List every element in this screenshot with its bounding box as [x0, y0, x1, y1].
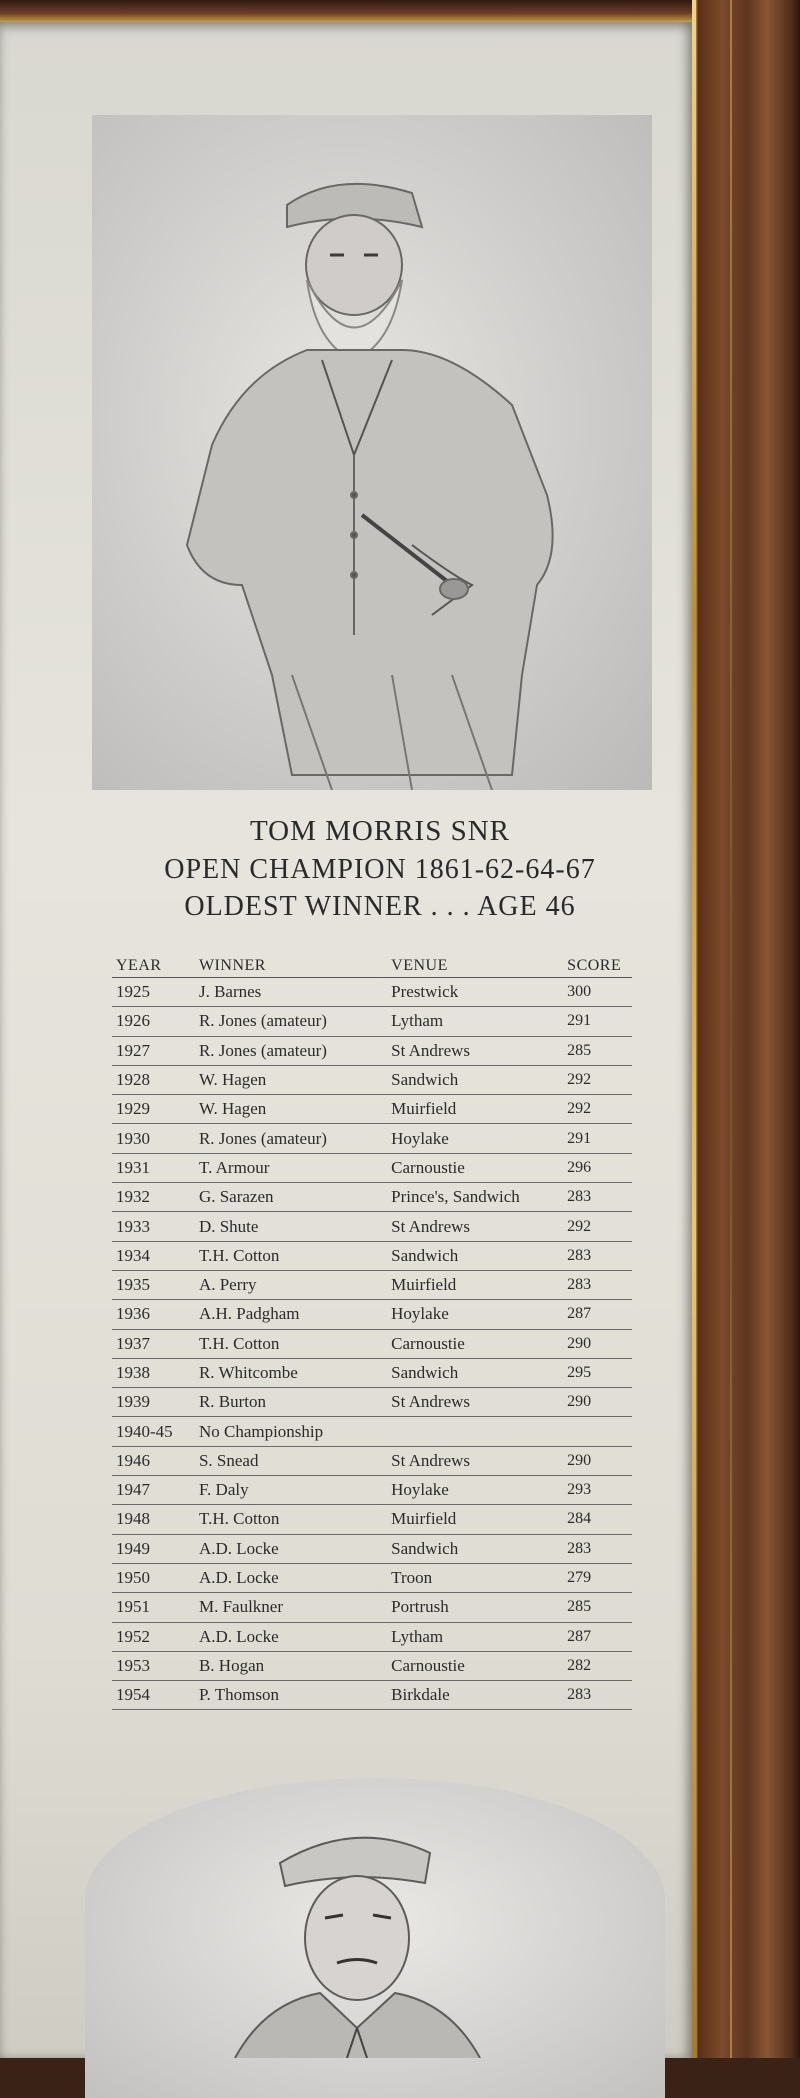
score-cell: 283 — [563, 1681, 632, 1710]
winner-cell: A.D. Locke — [195, 1534, 387, 1563]
champion-name: TOM MORRIS SNR — [249, 815, 511, 847]
score-cell: 291 — [563, 1124, 632, 1153]
table-row — [112, 1505, 632, 1534]
year-cell: 1947 — [112, 1476, 195, 1505]
table-row — [112, 1124, 632, 1153]
venue-cell: Sandwich — [387, 1358, 563, 1387]
year-cell: 1940-45 — [112, 1417, 195, 1446]
year-cell: 1951 — [112, 1593, 195, 1622]
year-cell: 1946 — [112, 1446, 195, 1475]
tom-morris-portrait — [92, 115, 652, 790]
table-row — [112, 1417, 632, 1446]
venue-cell: Carnoustie — [387, 1329, 563, 1358]
year-cell: 1933 — [112, 1212, 195, 1241]
venue-cell: Birkdale — [387, 1681, 563, 1710]
score-cell: 283 — [563, 1241, 632, 1270]
table-header-row — [112, 949, 632, 978]
winner-cell: No Championship — [195, 1417, 387, 1446]
venue-cell: St Andrews — [387, 1036, 563, 1065]
winner-cell: R. Jones (amateur) — [195, 1036, 387, 1065]
winner-cell: A.H. Padgham — [195, 1300, 387, 1329]
venue-cell: Sandwich — [387, 1065, 563, 1094]
mat-board — [0, 22, 692, 2058]
venue-cell: Carnoustie — [387, 1153, 563, 1182]
score-cell: 291 — [563, 1007, 632, 1036]
score-cell: 283 — [563, 1534, 632, 1563]
table-row — [112, 1007, 632, 1036]
score-cell: 287 — [563, 1622, 632, 1651]
venue-cell: Prince's, Sandwich — [387, 1183, 563, 1212]
table-row — [112, 1270, 632, 1299]
venue-cell: St Andrews — [387, 1388, 563, 1417]
winner-cell: J. Barnes — [195, 978, 387, 1007]
winner-cell: W. Hagen — [195, 1095, 387, 1124]
venue-cell: Lytham — [387, 1622, 563, 1651]
year-cell: 1934 — [112, 1241, 195, 1270]
venue-cell: Sandwich — [387, 1241, 563, 1270]
venue-cell: Hoylake — [387, 1476, 563, 1505]
venue-cell: Muirfield — [387, 1095, 563, 1124]
winner-cell: T.H. Cotton — [195, 1241, 387, 1270]
year-cell: 1950 — [112, 1563, 195, 1592]
score-cell: 284 — [563, 1505, 632, 1534]
score-cell: 290 — [563, 1446, 632, 1475]
score-cell: 290 — [563, 1388, 632, 1417]
year-cell: 1952 — [112, 1622, 195, 1651]
score-cell: 296 — [563, 1153, 632, 1182]
year-cell: 1948 — [112, 1505, 195, 1534]
table-row — [112, 1622, 632, 1651]
table-row — [112, 1183, 632, 1212]
table-row — [112, 1681, 632, 1710]
year-cell: 1949 — [112, 1534, 195, 1563]
winner-cell: A.D. Locke — [195, 1563, 387, 1592]
year-cell: 1932 — [112, 1183, 195, 1212]
score-cell: 290 — [563, 1329, 632, 1358]
year-cell: 1939 — [112, 1388, 195, 1417]
venue-cell: Portrush — [387, 1593, 563, 1622]
year-cell: 1929 — [112, 1095, 195, 1124]
table-row — [112, 1329, 632, 1358]
frame-top-edge — [0, 0, 720, 22]
table-row — [112, 1388, 632, 1417]
year-cell: 1928 — [112, 1065, 195, 1094]
gilt-trim — [692, 0, 696, 2058]
score-cell: 283 — [563, 1270, 632, 1299]
score-cell: 292 — [563, 1095, 632, 1124]
year-cell: 1938 — [112, 1358, 195, 1387]
table-row — [112, 1065, 632, 1094]
year-cell: 1936 — [112, 1300, 195, 1329]
header-winner: WINNER — [195, 949, 387, 978]
score-cell: 300 — [563, 978, 632, 1007]
header-score: SCORE — [563, 949, 632, 978]
year-cell: 1927 — [112, 1036, 195, 1065]
winner-cell: R. Jones (amateur) — [195, 1007, 387, 1036]
winner-cell: W. Hagen — [195, 1065, 387, 1094]
winner-cell: F. Daly — [195, 1476, 387, 1505]
score-cell: 292 — [563, 1065, 632, 1094]
score-cell: 283 — [563, 1183, 632, 1212]
score-cell: 279 — [563, 1563, 632, 1592]
venue-cell: Hoylake — [387, 1300, 563, 1329]
score-cell: 293 — [563, 1476, 632, 1505]
year-cell: 1954 — [112, 1681, 195, 1710]
year-cell: 1953 — [112, 1651, 195, 1680]
table-row — [112, 1095, 632, 1124]
frame-right-edge — [692, 0, 800, 2058]
venue-cell — [387, 1417, 563, 1446]
table-row — [112, 1300, 632, 1329]
table-row — [112, 1593, 632, 1622]
year-cell: 1931 — [112, 1153, 195, 1182]
venue-cell: Prestwick — [387, 978, 563, 1007]
table-row — [112, 1036, 632, 1065]
winner-cell: T. Armour — [195, 1153, 387, 1182]
year-cell: 1925 — [112, 978, 195, 1007]
open-champions-table — [112, 949, 632, 1710]
table-row — [112, 1358, 632, 1387]
winner-cell: B. Hogan — [195, 1651, 387, 1680]
table-row — [112, 1153, 632, 1182]
winner-cell: T.H. Cotton — [195, 1505, 387, 1534]
winner-cell: G. Sarazen — [195, 1183, 387, 1212]
venue-cell: Hoylake — [387, 1124, 563, 1153]
table-row — [112, 1212, 632, 1241]
header-year: YEAR — [112, 949, 195, 978]
table-row — [112, 1476, 632, 1505]
champion-note: OLDEST WINNER . . . AGE 46 — [184, 891, 576, 922]
table-row — [112, 1446, 632, 1475]
winner-cell: D. Shute — [195, 1212, 387, 1241]
venue-cell: St Andrews — [387, 1212, 563, 1241]
venue-cell: Lytham — [387, 1007, 563, 1036]
winner-cell: R. Whitcombe — [195, 1358, 387, 1387]
year-cell: 1930 — [112, 1124, 195, 1153]
winner-cell: P. Thomson — [195, 1681, 387, 1710]
champion-years: OPEN CHAMPION 1861-62-64-67 — [164, 854, 596, 885]
table-row — [112, 1241, 632, 1270]
score-cell: 282 — [563, 1651, 632, 1680]
winner-cell: A.D. Locke — [195, 1622, 387, 1651]
winner-cell: A. Perry — [195, 1270, 387, 1299]
venue-cell: Muirfield — [387, 1270, 563, 1299]
score-cell — [563, 1417, 632, 1446]
score-cell: 285 — [563, 1593, 632, 1622]
year-cell: 1935 — [112, 1270, 195, 1299]
score-cell: 287 — [563, 1300, 632, 1329]
score-cell: 285 — [563, 1036, 632, 1065]
header-venue: VENUE — [387, 949, 563, 978]
winner-cell: R. Burton — [195, 1388, 387, 1417]
winner-cell: M. Faulkner — [195, 1593, 387, 1622]
table-body — [112, 978, 632, 1710]
winner-cell: T.H. Cotton — [195, 1329, 387, 1358]
venue-cell: Sandwich — [387, 1534, 563, 1563]
score-cell: 295 — [563, 1358, 632, 1387]
table-row — [112, 1563, 632, 1592]
gilt-trim-inner — [730, 0, 732, 2058]
table-row — [112, 1534, 632, 1563]
table-row — [112, 978, 632, 1007]
winner-cell: S. Snead — [195, 1446, 387, 1475]
venue-cell: Troon — [387, 1563, 563, 1592]
score-cell: 292 — [563, 1212, 632, 1241]
year-cell: 1937 — [112, 1329, 195, 1358]
year-cell: 1926 — [112, 1007, 195, 1036]
venue-cell: Carnoustie — [387, 1651, 563, 1680]
venue-cell: Muirfield — [387, 1505, 563, 1534]
table-row — [112, 1651, 632, 1680]
venue-cell: St Andrews — [387, 1446, 563, 1475]
winner-cell: R. Jones (amateur) — [195, 1124, 387, 1153]
second-champion-portrait — [85, 1778, 665, 2098]
